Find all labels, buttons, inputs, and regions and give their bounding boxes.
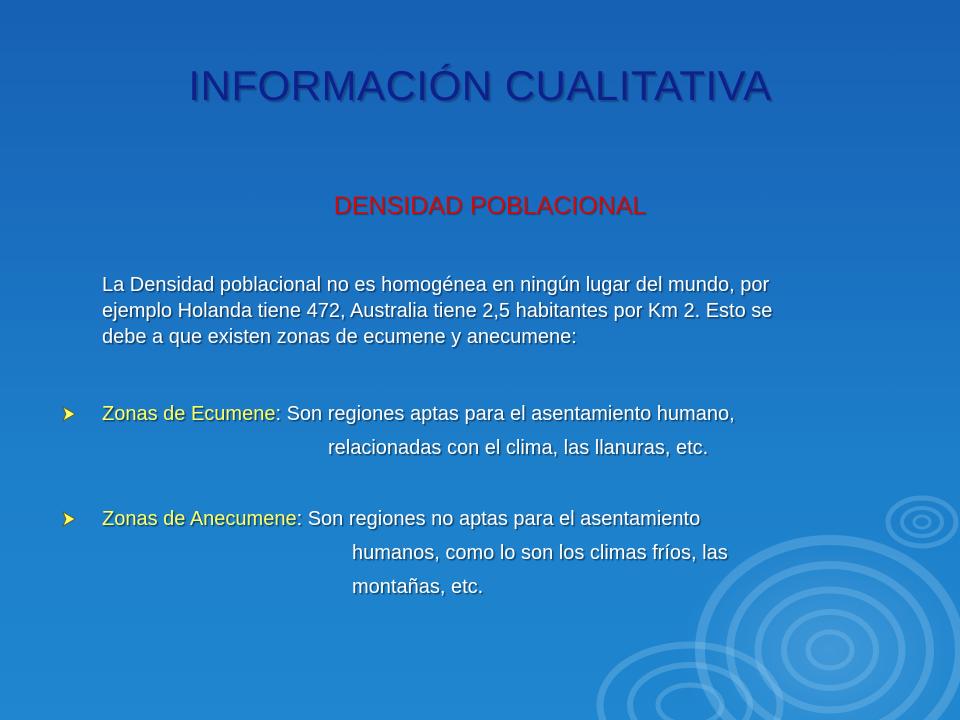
bullet-separator: :: [296, 508, 308, 530]
intro-line: debe a que existen zonas de ecumene y anecumene:: [102, 326, 577, 348]
arrow-bullet-icon: [62, 400, 76, 428]
bullet-text: Son regiones aptas para el asentamiento humano,: [286, 403, 735, 425]
bullet-term: Zonas de Ecumene: [102, 403, 276, 425]
intro-paragraph: [102, 272, 912, 350]
slide-title: INFORMACIÓN CUALITATIVA: [188, 62, 772, 109]
bullet-continuation: humanos, como lo son los climas fríos, las: [352, 542, 728, 564]
intro-line: ejemplo Holanda tiene 472, Australia tiene 2,5 habitantes por Km 2. Esto se: [102, 300, 773, 322]
bullet-continuation: relacionadas con el clima, las llanuras, etc.: [328, 437, 709, 459]
arrow-bullet-icon: [62, 505, 76, 533]
bullet-term: Zonas de Anecumene: [102, 508, 297, 530]
slide-subtitle: DENSIDAD POBLACIONAL: [333, 192, 647, 220]
bullet-separator: :: [275, 403, 287, 425]
intro-line: La Densidad poblacional no es homogénea en ningún lugar del mundo, por: [102, 274, 770, 296]
bullet-text: Son regiones no aptas para el asentamiento: [307, 508, 701, 530]
bullet-continuation: montañas, etc.: [352, 576, 484, 598]
